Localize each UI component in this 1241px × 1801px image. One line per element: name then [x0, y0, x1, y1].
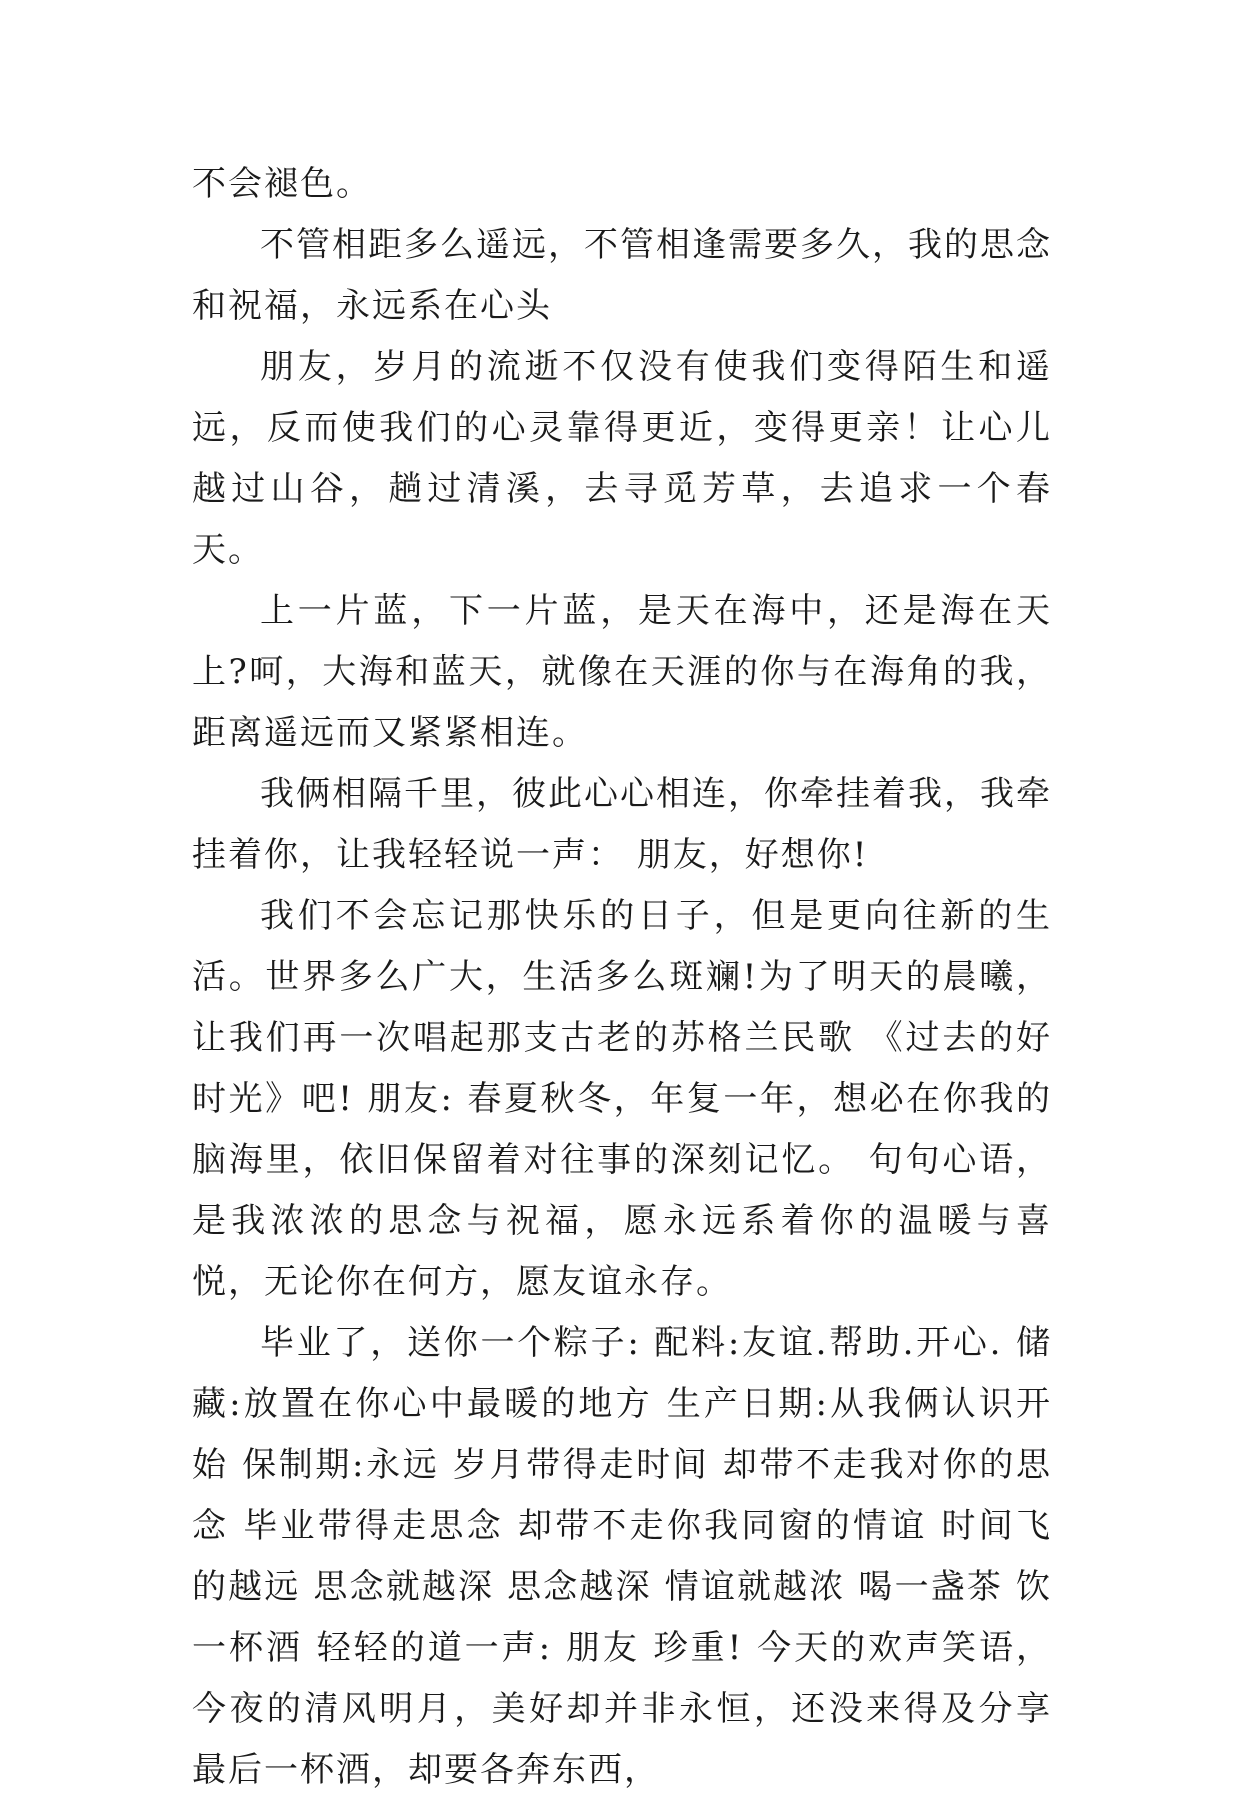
- paragraph: 朋友，岁月的流逝不仅没有使我们变得陌生和遥远，反而使我们的心灵靠得更近，变得更亲！让心儿越过山谷，趟过清溪，去寻觅芳草，去追求一个春天。: [192, 347, 1052, 570]
- paragraph: 毕业了，送你一个粽子: 配料:友谊.帮助.开心. 储藏:放置在你心中最暖的地方 生产日期:从我俩认识开始 保制期:永远 岁月带得走时间 却带不走我对你的思念 毕业带得走思念 却带不走你我同窗的情谊 时间飞的越远 思念就越深 思念越深 情谊就越浓 喝一盏茶 饮一杯酒 轻轻的道一声: 朋友 珍重! 今天的欢声笑语，今夜的清风明月，美好却并非永恒，还没来得及分享最后一杯酒，却要各奔东西，: [192, 1323, 1052, 1790]
- paragraph-continuation: 不会褪色。: [192, 164, 372, 204]
- paragraph: 不管相距多么遥远，不管相逢需要多久，我的思念和祝福，永远系在心头: [192, 225, 1052, 326]
- paragraph: 我们不会忘记那快乐的日子，但是更向往新的生活。世界多么广大，生活多么斑斓!为了明天的晨曦，让我们再一次唱起那支古老的苏格兰民歌 《过去的好时光》吧! 朋友: 春夏秋冬，年复一年，想必在你我的脑海里，依旧保留着对往事的深刻记忆。 句句心语，是我浓浓的思念与祝福，愿永远系着你的温暖与喜悦，无论你在何方，愿友谊永存。: [192, 896, 1052, 1302]
- paragraph: 上一片蓝，下一片蓝，是天在海中，还是海在天上?呵，大海和蓝天，就像在天涯的你与在海角的我，距离遥远而又紧紧相连。: [192, 591, 1052, 753]
- paragraph: 我俩相隔千里，彼此心心相连，你牵挂着我，我牵挂着你，让我轻轻说一声： 朋友，好想你!: [192, 774, 1052, 875]
- document-body: [192, 154, 1052, 1801]
